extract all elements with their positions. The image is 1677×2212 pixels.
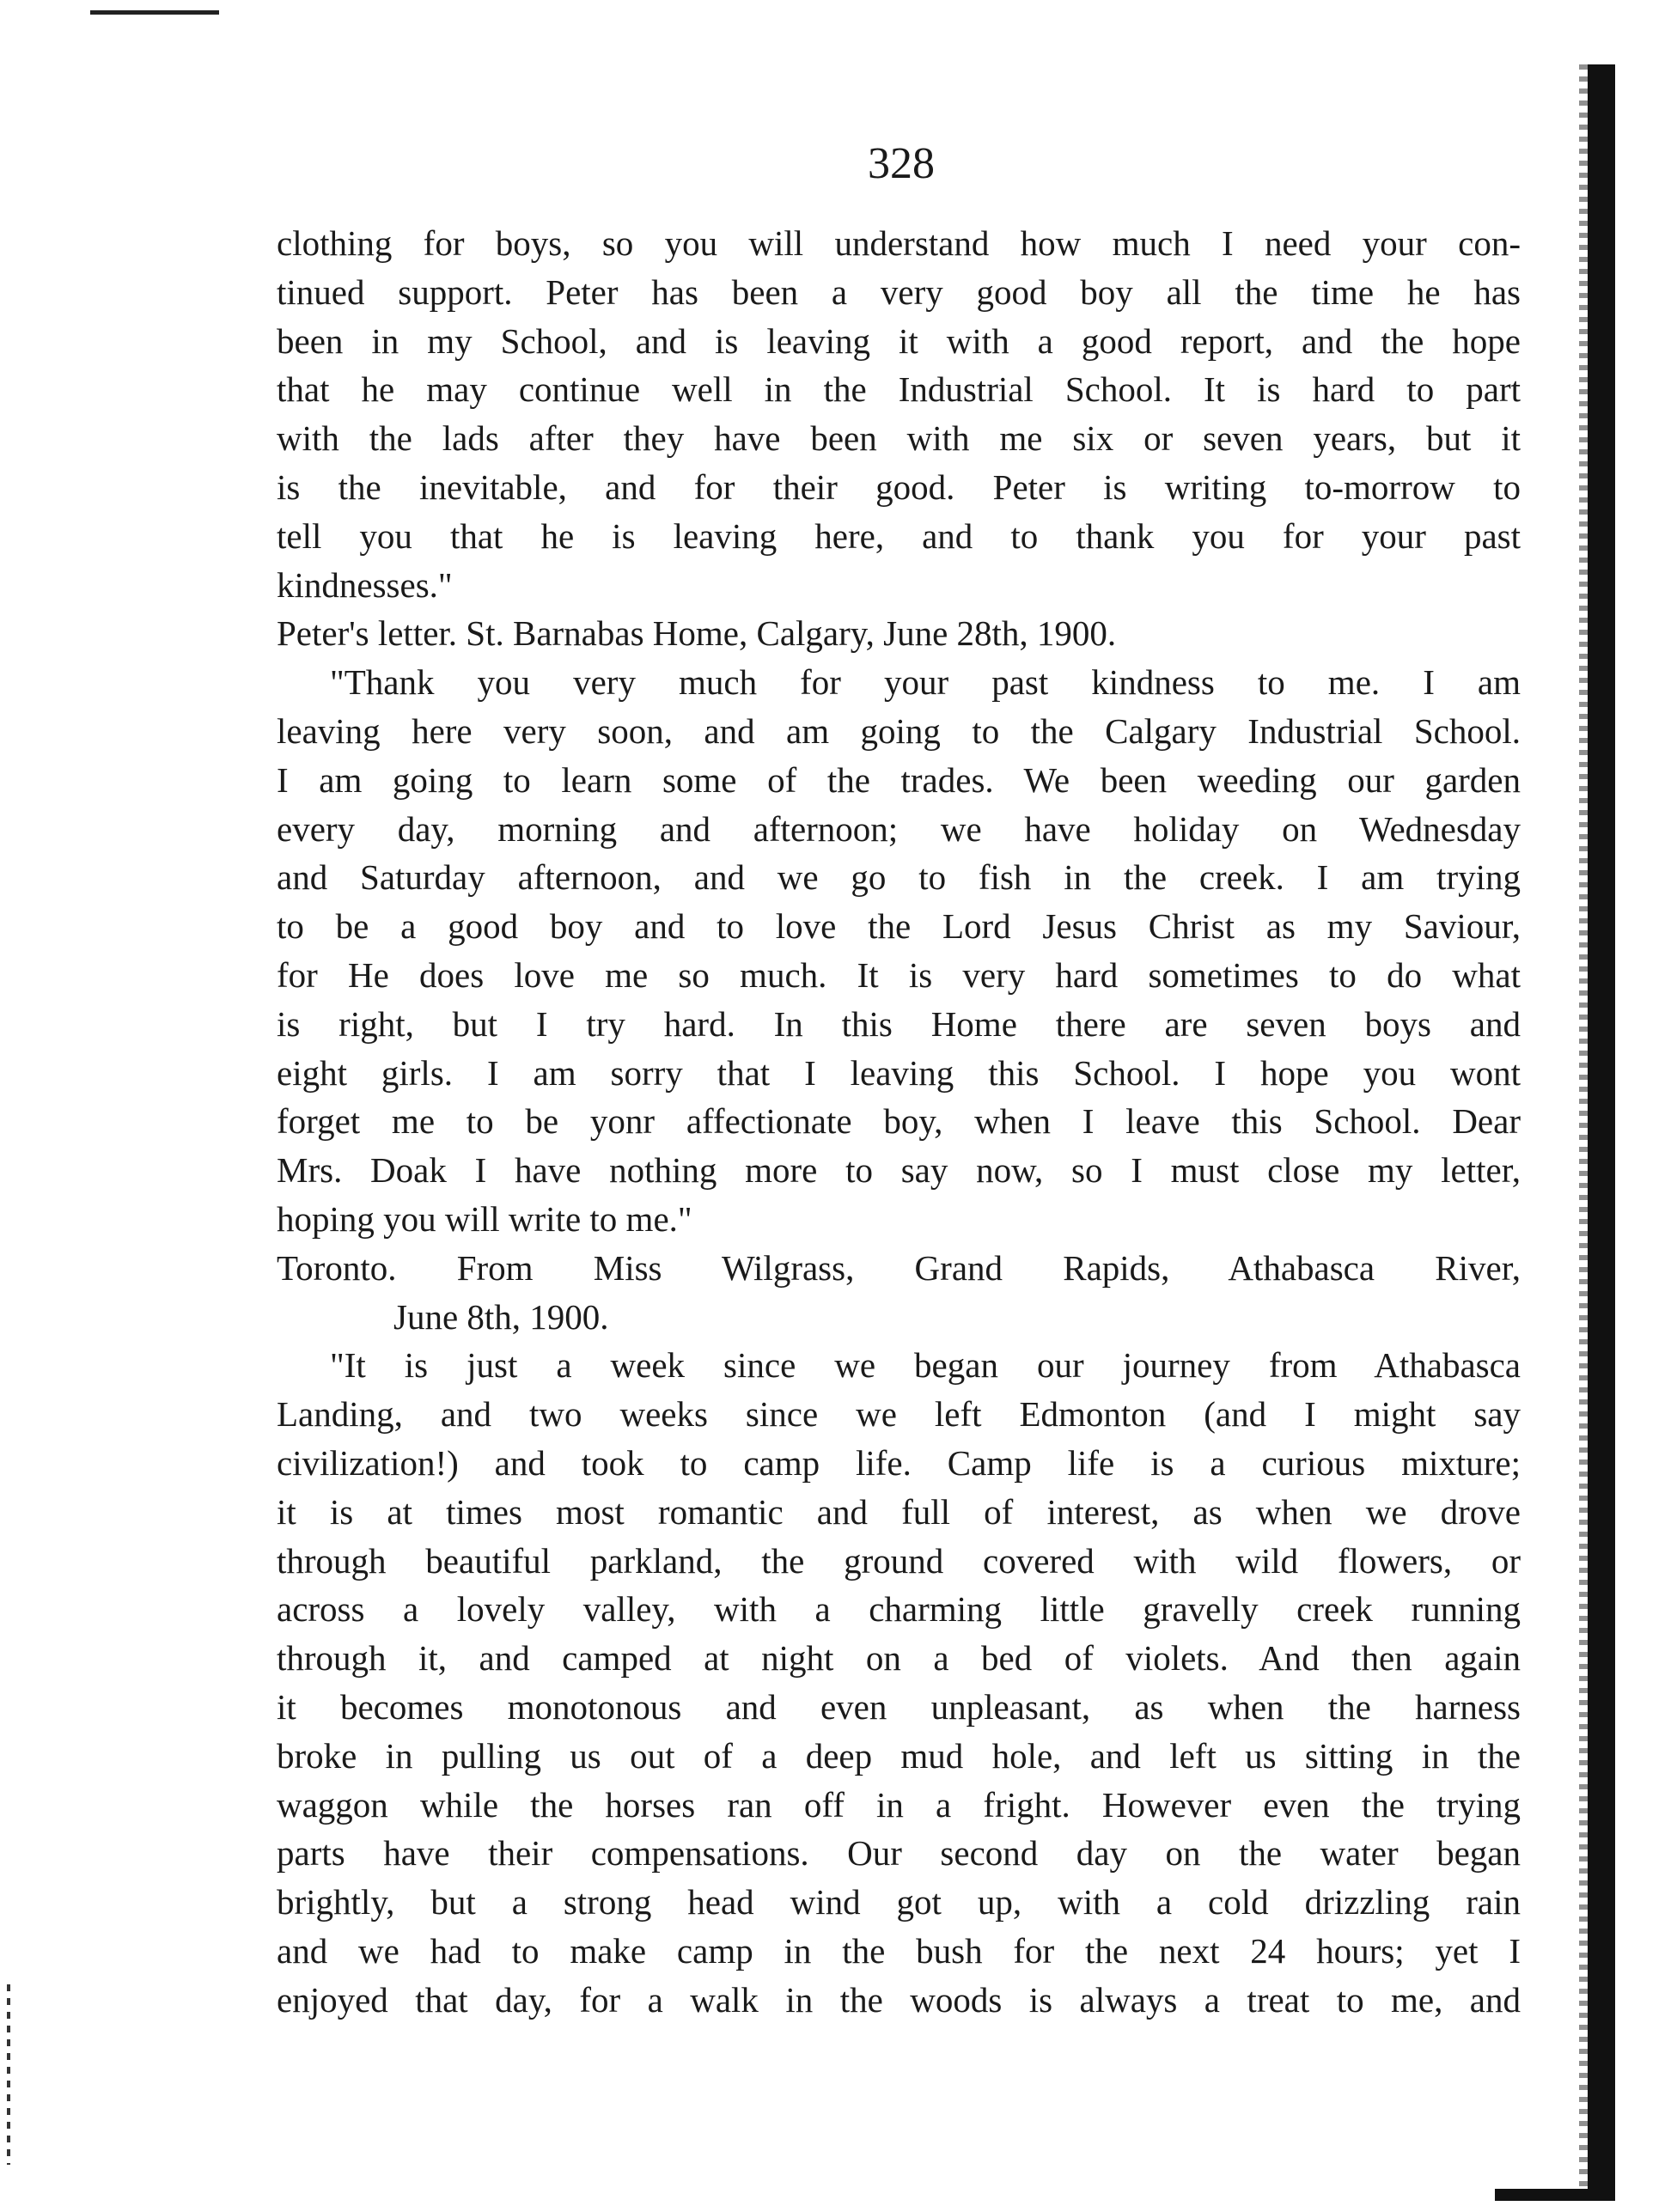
text-line: enjoyed that day, for a walk in the woods is always a treat to me, and	[277, 1979, 1521, 2020]
page-number: 328	[868, 139, 935, 188]
text-line: broke in pulling us out of a deep mud hole, and left us sitting in the	[277, 1735, 1521, 1776]
text-line: across a lovely valley, with a charming little gravelly creek running	[277, 1589, 1521, 1630]
text-line: to be a good boy and to love the Lord Jesus Christ as my Saviour,	[277, 906, 1521, 947]
text-line: brightly, but a strong head wind got up, with a cold drizzling rain	[277, 1882, 1521, 1923]
text-line: it is at times most romantic and full of interest, as when we drove	[277, 1491, 1521, 1532]
text-line: eight girls. I am sorry that I leaving this School. I hope you wont	[277, 1052, 1521, 1093]
text-line: leaving here very soon, and am going to the Calgary Industrial School.	[277, 710, 1521, 751]
text-line: Landing, and two weeks since we left Edmonton (and I might say	[277, 1394, 1521, 1435]
text-line: Toronto. From Miss Wilgrass, Grand Rapids, Athabasca River,	[277, 1247, 1521, 1288]
text-line: waggon while the horses ran off in a fright. However even the trying	[277, 1784, 1521, 1825]
text-line: Peter's letter. St. Barnabas Home, Calgary, June 28th, 1900.	[277, 613, 1117, 654]
text-line: "It is just a week since we began our journey from Athabasca	[330, 1345, 1521, 1386]
text-line: "Thank you very much for your past kindness to me. I am	[330, 662, 1521, 703]
scan-edge-bottom	[1495, 2189, 1615, 2201]
text-line: forget me to be yonr affectionate boy, when I leave this School. Dear	[277, 1101, 1521, 1142]
text-line: parts have their compensations. Our second day on the water began	[277, 1833, 1521, 1874]
text-line: through beautiful parkland, the ground covered with wild flowers, or	[277, 1540, 1521, 1581]
text-line: through it, and camped at night on a bed of violets. And then again	[277, 1638, 1521, 1679]
text-line: with the lads after they have been with me six or seven years, but it	[277, 418, 1521, 459]
text-line: Mrs. Doak I have nothing more to say now, so I must close my letter,	[277, 1150, 1521, 1191]
text-line: kindnesses."	[277, 564, 453, 605]
text-line: clothing for boys, so you will understand how much I need your con-	[277, 223, 1521, 263]
text-line: tinued support. Peter has been a very good boy all the time he has	[277, 271, 1521, 312]
text-line: and we had to make camp in the bush for the next 24 hours; yet I	[277, 1930, 1521, 1971]
text-line: tell you that he is leaving here, and to thank you for your past	[277, 515, 1521, 556]
text-line: June 8th, 1900.	[393, 1296, 609, 1337]
text-line: been in my School, and is leaving it with a good report, and the hope	[277, 320, 1521, 361]
text-line: is the inevitable, and for their good. Peter is writing to-morrow to	[277, 466, 1521, 507]
text-line: civilization!) and took to camp life. Camp life is a curious mixture;	[277, 1442, 1521, 1483]
text-line: and Saturday afternoon, and we go to fish in the creek. I am trying	[277, 857, 1521, 898]
text-line: is right, but I try hard. In this Home there are seven boys and	[277, 1003, 1521, 1044]
text-line: for He does love me so much. It is very hard sometimes to do what	[277, 954, 1521, 995]
text-line: it becomes monotonous and even unpleasant, as when the harness	[277, 1686, 1521, 1727]
text-line: that he may continue well in the Industrial School. It is hard to part	[277, 369, 1521, 410]
scan-edge-right	[1588, 64, 1615, 2191]
page-body	[277, 219, 1521, 2024]
text-line: every day, morning and afternoon; we have holiday on Wednesday	[277, 808, 1521, 849]
scan-artifact-top	[90, 10, 219, 15]
scan-artifact-left	[7, 1984, 10, 2165]
text-line: I am going to learn some of the trades. We been weeding our garden	[277, 759, 1521, 800]
text-line: hoping you will write to me."	[277, 1198, 692, 1239]
